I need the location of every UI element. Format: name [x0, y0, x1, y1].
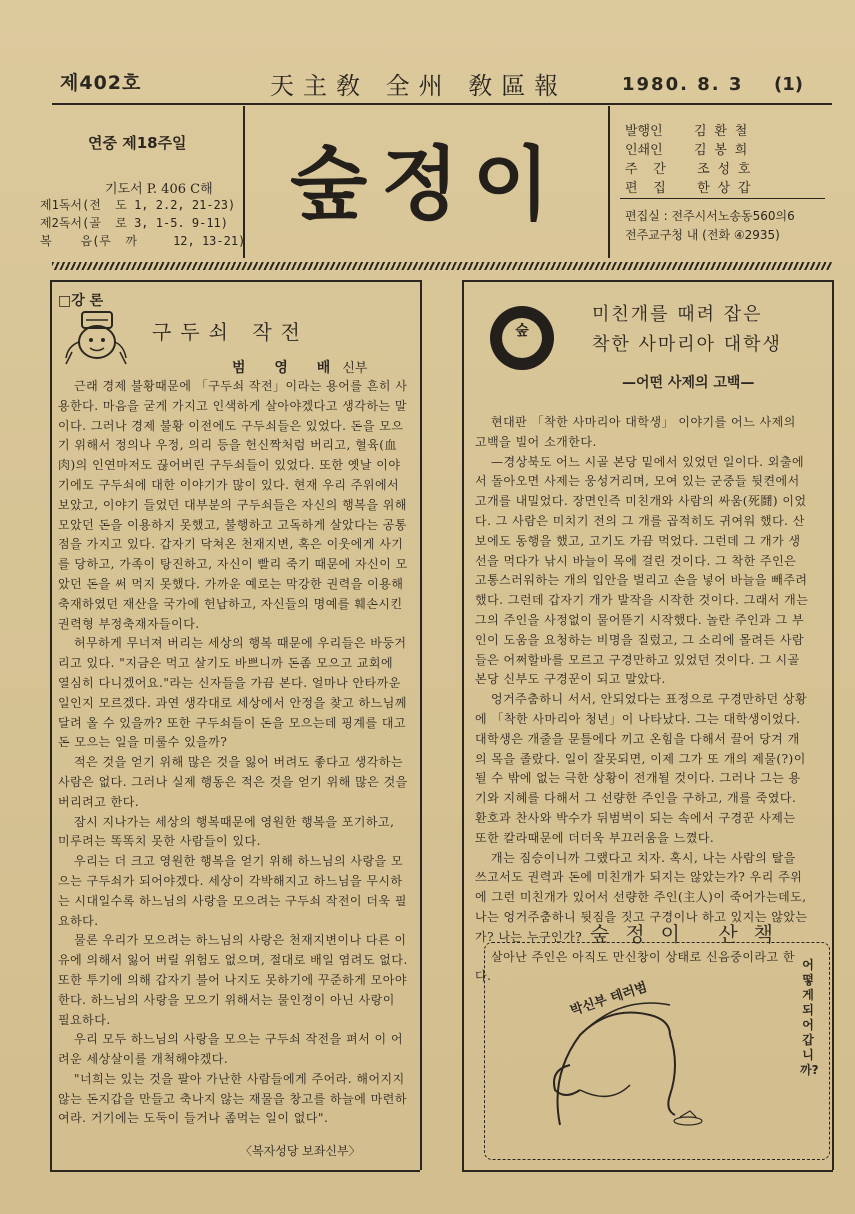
- border: [50, 280, 52, 1170]
- issue-date: 1980. 8. 3: [622, 74, 744, 95]
- editorial-label: □강 론: [58, 293, 104, 309]
- paragraph: 살아난 주인은 아직도 만신창이 상태로 신음중이라고 한다.: [475, 949, 796, 984]
- paragraph: 적은 것을 얻기 위해 많은 것을 잃어 버려도 좋다고 생각하는 사람은 없다. 그러나 실제 행동은 적은 것을 얻기 위해 많은 것을 버리려고 한다.: [58, 755, 408, 809]
- paragraph: "너희는 있는 것을 팔아 가난한 사람들에게 주어라. 해어지지 않는 돈지갑을 만들고 축나지 않는 재물을 창고를 하늘에 마련하여라. 거기에는 도둑이 들거나 좀먹는 일이 없다".: [58, 1071, 407, 1126]
- hatched-rule: [52, 262, 832, 270]
- miser-cartoon-icon: [60, 308, 132, 372]
- badge-text: 숲: [515, 323, 529, 339]
- author-role: 신부: [342, 361, 368, 376]
- border: [832, 280, 834, 1170]
- page-number: (1): [774, 74, 803, 95]
- terror-finger-cartoon-icon: [520, 975, 780, 1145]
- editorial-title: 구두쇠 작전: [152, 320, 309, 344]
- author-name: 범 영 배: [232, 360, 343, 376]
- edit-office-phone: 전주교구청 내 (전화 ④2935): [625, 228, 780, 242]
- paragraph: 현대판 「착한 사마리아 대학생」 이야기를 어느 사제의 고백을 빌어 소개한다.: [475, 415, 796, 449]
- reading-2: 제2독서(골 로 3, 1-5. 9-11): [40, 216, 229, 230]
- issue-number: 제402호: [60, 72, 142, 94]
- staff-printer: 인쇄인 김 봉 희: [625, 143, 748, 158]
- paragraph: 허무하게 무너져 버리는 세상의 행복 때문에 우리들은 바둥거리고 있다. "지금은 먹고 살기도 바쁘니까 돈좀 모으고 교회에 열심히 다니겠어요."라는 신자들을 가끔 본다. 얼마나 안타까운 일인지 모르겠다. 과연 생각대로 세상에서 안정을 찾고 하느님께 달려 올 수 있을까? 또한 구두쇠들이 돈을 모으는데 핑계를 대고 돈 모으는 일을 미룰수 있을까?: [58, 636, 407, 750]
- paragraph: 우리는 더 크고 영원한 행복을 얻기 위해 하느님의 사랑을 모으는 구두쇠가 되어야겠다. 세상이 각박해지고 하느님을 무시하는 시대일수록 하느님의 사랑을 모으려는 구두쇠 작전이 더욱 필요하다.: [58, 854, 407, 928]
- story-body: [475, 413, 810, 987]
- paragraph: 개는 짐승이니까 그랬다고 치자. 혹시, 나는 사람의 탈을 쓰고서도 권력과 돈에 미친개가 되지는 않았는가? 우리 주위에 그런 미친개가 있어서 선량한 주인(主人)이 죽어가는데도, 나는 엉거주춤하니 뒷짐을 짓고 구경이나 하고 있지는 않았는가? 나는 누구인가?: [475, 850, 808, 944]
- cartoon-caption: 어떻게 되어 갑니까?: [800, 958, 819, 1077]
- staff-chief: 주 간 조 성 호: [625, 162, 751, 177]
- border: [50, 280, 420, 282]
- divider: [608, 106, 610, 258]
- editorial-author: [232, 357, 367, 377]
- paragraph: 근래 경제 불황때문에 「구두쇠 작전」이라는 용어를 흔히 사용한다. 마음을 굳게 가지고 인색하게 살아야겠다고 생각하는 말이다. 그러나 경제 불황 이전에도 구두쇠들은 있었다. 돈을 모으기 위해서 정의나 우정, 의리 등을 헌신짝처럼 버리고, 혈육(血肉)의 인연마저도 끊어버린 구두쇠들이 있었다. 또한 옛날 이야기에도 구두쇠에 대한 이야기가 많이 있다. 현재 우리 주위에서 보았고, 이야기 들었던 대부분의 구두쇠들은 자신의 행복을 위해 모았던 돈을 이용하지 못했고, 불행하고 고독하게 살았다는 공통점을 가지고 있다. 갑자기 닥쳐온 천재지변, 혹은 이웃에게 사기를 당하고, 가족이 탕진하고, 자신이 빨리 죽기 때문에 자신이 모았던 돈을 써 먹지 못했다. 가까운 예로는 막강한 권력을 이용해 축재하였던 재산을 국가에 헌납하고, 자신들의 명예를 훼손시킨 권력형 부정축재자들이다.: [58, 379, 408, 631]
- editorial-body: [58, 377, 408, 1129]
- cartoon-section-title: 숲정이 산책: [590, 922, 789, 946]
- header-rule: [52, 103, 832, 105]
- story-title-line1: 미친개를 때려 잡은: [592, 304, 763, 325]
- gospel-reading: 복 음(루 까 12, 13-21): [40, 234, 246, 248]
- staff-publisher: 발행인 김 환 철: [625, 124, 748, 139]
- prayer-book-ref: 기도서 P. 406 C해: [105, 182, 213, 197]
- paragraph: —경상북도 어느 시골 본당 밑에서 있었던 일이다. 외출에서 돌아오면 사제는 웅성거리며, 모여 있는 군중들 뒷켠에서 고개를 내밀었다. 장면인즉 미친개와 사람의 싸움(死鬪) 이었다. 그 사람은 미치기 전의 그 개를 곱적히도 귀여워 했다. 산보에도 동행을 했고, 고기도 가끔 먹었다. 그런데 그 개가 생선을 먹다가 낚시 바늘이 목에 걸린 것이다. 그 착한 주인은 고통스러워하는 개의 입안을 벌리고 손을 넣어 바늘을 빼주려 했다. 그런데 갑자기 개가 발작을 시작한 것이다. 그래서 개는 그의 주인을 사정없이 물어뜯기 시작했다. 놀란 주인과 그 부인이 도움을 요청하는 비명을 질렀고, 그 소리에 몰려든 사람들은 어쩌할바를 모르고 구경만하고 있었던 것이다. 그 시골본당 신부도 구경꾼이 되고 말았다.: [475, 454, 809, 687]
- story-subtitle: —어떤 사제의 고백—: [622, 375, 755, 391]
- column-divider: [462, 280, 464, 1170]
- story-title-line2: 착한 사마리아 대학생: [592, 334, 782, 355]
- masthead: 숲정이: [290, 138, 564, 231]
- edit-office-address: 편집실 : 전주시서노송동560의6: [625, 209, 795, 223]
- cartoon-sign: 박신부 테러범: [568, 979, 650, 1019]
- column-divider: [420, 280, 422, 1170]
- editorial-signature: 〈복자성당 보좌신부〉: [240, 1144, 361, 1158]
- border: [50, 1170, 420, 1172]
- newspaper-title: 天主敎 全州 敎區報: [270, 72, 568, 100]
- border: [462, 280, 833, 282]
- paragraph: 엉거주춤하니 서서, 안되었다는 표정으로 구경만하던 상황에 「착한 사마리아 청년」이 나타났다. 그는 대학생이었다. 대학생은 개줄을 문틀에다 끼고 온힘을 다해서 끌어 당겨 개의 목을 졸랐다. 일이 잘못되면, 이제 그가 또 개의 제물(?)이 될 수 밖에 없는 극한 상황이 전개될 것이다. 그러나 그는 용기와 지혜를 다해서 그 선량한 주인을 구하고, 개를 죽였다. 환호과 찬사와 박수가 뒤범벅이 되는 속에서 구경꾼 사제는 또한 칼라때문에 더더욱 부끄러움을 느꼈다.: [475, 692, 808, 845]
- reading-1: 제1독서(전 도 1, 2.2, 21-23): [40, 198, 236, 212]
- border: [462, 1170, 833, 1172]
- paragraph: 우리 모두 하느님의 사랑을 모으는 구두쇠 작전을 펴서 이 어려운 세상살이를 개척해야겠다.: [58, 1032, 404, 1067]
- paragraph: 물론 우리가 모으려는 하느님의 사랑은 천재지변이나 다른 이유에 의해서 잃어 버릴 위험도 없으며, 절대로 배일 염려도 없다. 또한 투기에 의해 갑자기 불어 나지도 못하기에 꾸준하게 모아야 한다. 하느님의 사랑을 모으기 위해서는 물인정이 아닌 사랑이 필요하다.: [58, 933, 408, 1027]
- staff-editor: 편 집 한 상 갑: [625, 181, 751, 196]
- divider: [620, 198, 825, 199]
- liturgy-week: 연중 제18주일: [88, 134, 187, 152]
- paragraph: 잠시 지나가는 세상의 행복때문에 영원한 행복을 포기하고, 미루려는 똑똑치 못한 사람들이 있다.: [58, 814, 395, 849]
